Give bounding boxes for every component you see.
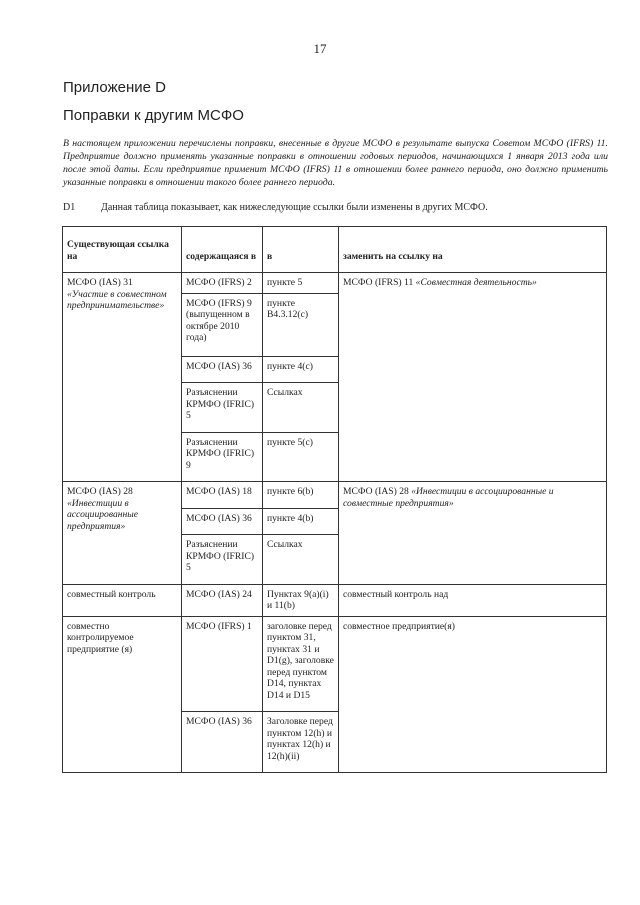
paragraph-number: D1 — [63, 202, 76, 213]
header-existing-reference: Существующая ссылка на — [63, 227, 182, 273]
contained-in-cell: Разъяснении КРМФО (IFRIC) 9 — [182, 432, 263, 482]
header-replace-with: заменить на ссылку на — [339, 227, 607, 273]
replacement-title: «Совместная деятельность» — [415, 277, 537, 288]
page-number: 17 — [313, 41, 327, 56]
section-title: Поправки к другим МСФО — [63, 107, 244, 124]
contained-in-cell: МСФО (IAS) 18 — [182, 482, 263, 509]
table-header-row — [63, 227, 607, 273]
contained-in-cell: МСФО (IAS) 36 — [182, 508, 263, 535]
reference-title: «Инвестиции в ассоциированные предприятия» — [67, 497, 139, 532]
header-contained-in: содержащаяся в — [182, 227, 263, 273]
existing-reference-cell — [63, 482, 182, 585]
contained-in-cell: МСФО (IFRS) 9 (выпущенном в октябре 2010 года) — [182, 293, 263, 356]
location-cell: пункте B4.3.12(c) — [263, 293, 339, 356]
contained-in-cell: Разъяснении КРМФО (IFRIC) 5 — [182, 383, 263, 433]
contained-in-cell: МСФО (IFRS) 2 — [182, 273, 263, 294]
existing-reference-cell — [63, 616, 182, 773]
location-cell: пункте 4(c) — [263, 356, 339, 383]
location-cell: Ссылках — [263, 383, 339, 433]
contained-in-cell: МСФО (IFRS) 1 — [182, 616, 263, 712]
replacement-cell — [339, 273, 607, 482]
paragraph-text: Данная таблица показывает, как нижеследующие ссылки были изменены в других МСФО. — [101, 202, 488, 213]
existing-reference-cell — [63, 273, 182, 482]
location-cell: пункте 5(c) — [263, 432, 339, 482]
table-row — [63, 616, 607, 712]
contained-in-cell: МСФО (IAS) 36 — [182, 712, 263, 773]
paragraph-d1 — [63, 202, 623, 213]
location-cell: пункте 5 — [263, 273, 339, 294]
contained-in-cell: МСФО (IAS) 24 — [182, 584, 263, 616]
reference-title: «Участие в совместном предпринимательстве» — [67, 288, 167, 311]
location-cell: пункте 6(b) — [263, 482, 339, 509]
location-cell: заголовке перед пунктом 31, пунктах 31 и D1(g), заголовке перед пунктом D14, пунктах D14 и D15 — [263, 616, 339, 712]
replacement-cell — [339, 482, 607, 585]
reference-standard: совместный контроль — [67, 588, 156, 600]
intro-paragraph: В настоящем приложении перечислены поправки, внесенные в другие МСФО в результате выпуска Советом МСФО (IFRS) 11. Предприятие должно применять указанные поправки в отношении годовых периодов, начинающихся 1 января 2013 года или после этой даты. Если предприятие применит МСФО (IFRS) 11 в отношении более раннего периода, оно должно применить указанные поправки в отношении такого более раннего периода. — [63, 138, 608, 188]
contained-in-cell: Разъяснении КРМФО (IFRIC) 5 — [182, 535, 263, 585]
replacement-cell — [339, 616, 607, 773]
location-cell: пункте 4(b) — [263, 508, 339, 535]
existing-reference-cell — [63, 584, 182, 616]
reference-standard: МСФО (IAS) 28 — [67, 486, 133, 497]
location-cell: Заголовке перед пунктом 12(h) и пунктах 12(h) и 12(h)(ii) — [263, 712, 339, 773]
replacement-cell — [339, 584, 607, 616]
contained-in-cell: МСФО (IAS) 36 — [182, 356, 263, 383]
reference-standard: совместно контролируемое предприятие (я) — [67, 620, 134, 655]
header-location: в — [263, 227, 339, 273]
location-cell: Ссылках — [263, 535, 339, 585]
table-row — [63, 273, 607, 294]
amendments-table — [62, 226, 607, 773]
table-row — [63, 584, 607, 616]
reference-standard: МСФО (IAS) 31 — [67, 277, 133, 288]
replacement-standard: МСФО (IAS) 28 — [343, 486, 409, 497]
appendix-title: Приложение D — [63, 79, 166, 96]
location-cell: Пунктах 9(a)(i) и 11(b) — [263, 584, 339, 616]
replacement-title: «Инвестиции в ассоциированные и совместные предприятия» — [343, 486, 554, 509]
replacement-standard: совместное предприятие(я) — [343, 620, 455, 632]
replacement-standard: МСФО (IFRS) 11 — [343, 277, 414, 288]
table-row — [63, 482, 607, 509]
replacement-standard: совместный контроль над — [343, 588, 449, 600]
